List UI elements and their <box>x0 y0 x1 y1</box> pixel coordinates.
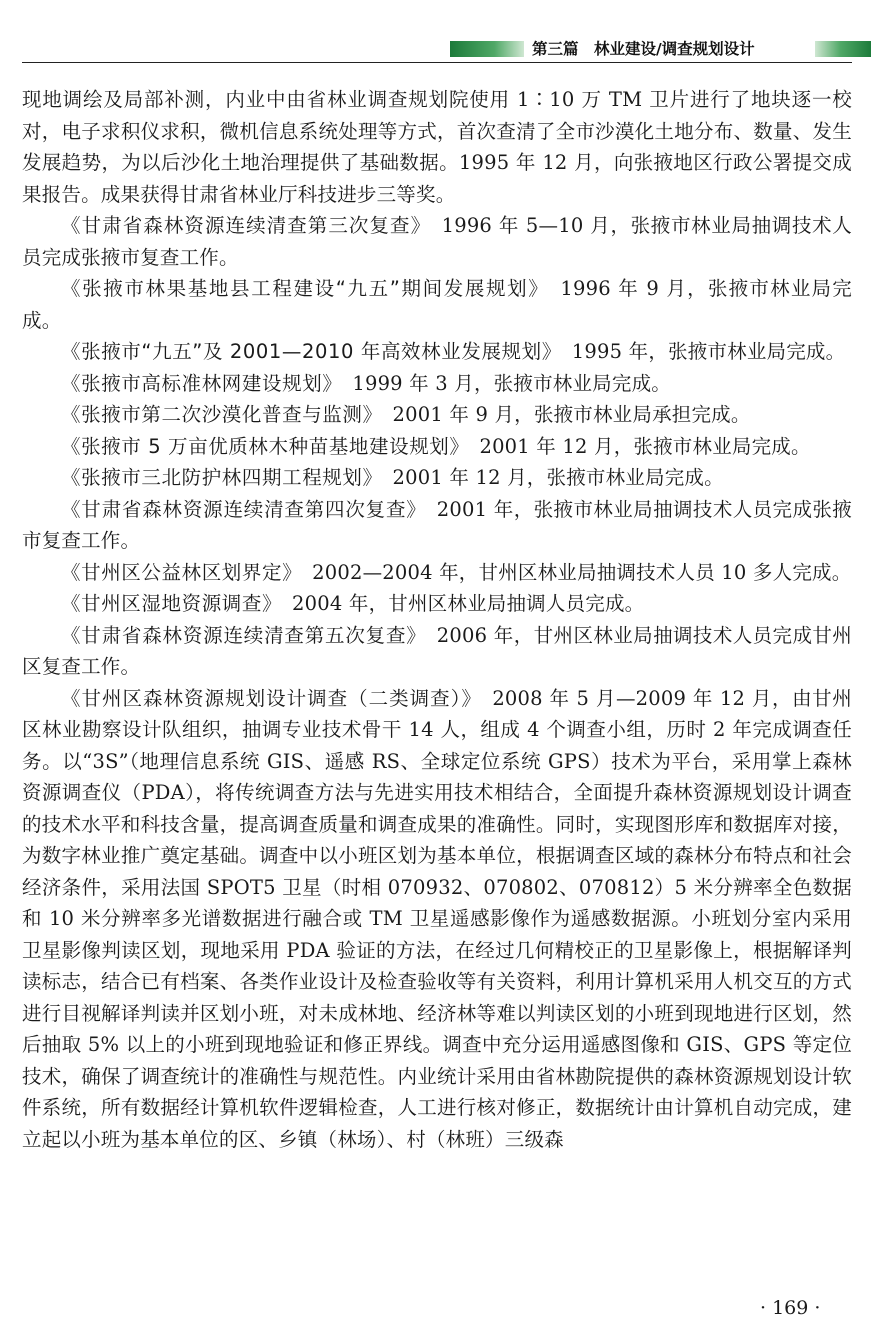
paragraph <box>22 273 852 336</box>
paragraph-text: 2001 年 12 月，张掖市林业局完成。 <box>459 434 811 458</box>
book-title: 《张掖市 5 万亩优质林木种苗基地建设规划》 <box>61 434 460 458</box>
book-title: 《张掖市三北防护林四期工程规划》 <box>61 466 373 489</box>
paragraph <box>22 399 852 431</box>
paragraph <box>22 210 852 273</box>
book-title: 《甘州区公益林区划界定》 <box>61 560 293 584</box>
header-decor-bar-left <box>450 41 524 57</box>
page-number: · 169 · <box>760 1297 821 1319</box>
running-header <box>22 40 852 63</box>
paragraph-text: 2008 年 5 月—2009 年 12 月，由甘州区林业勘察设计队组织，抽调专业技术骨干 14 人，组成 4 个调查小组，历时 2 年完成调查任务。以“3S”（地理信息系统 GIS、遥感 RS、全球定位系统 GPS）技术为平台，采用掌上森林资源调查仪（PDA），将传统调查方法与先进实用技术相结合，全面提升森林资源规划设计调查的技术水平和科技含量，提高调查质量和调查成果的准确性。同时，实现图形库和数据库对接，为数字林业推广奠定基础。调查中以小班区划为基本单位，根据调查区域的森林分布特点和社会经济条件，采用法国 SPOT5 卫星（时相 070932、070802、070812）5 米分辨率全色数据和 10 米分辨率多光谱数据进行融合或 TM 卫星遥感影像作为遥感数据源。小班划分室内采用卫星影像判读区划，现地采用 PDA 验证的方法，在经过几何精校正的卫星影像上，根据解译判读标志，结合已有档案、各类作业设计及检查验收等有关资料，利用计算机采用人机交互的方式进行目视解译判读并区划小班，对未成林地、经济林等难以判读区划的小班到现地进行区划，然后抽取 5% 以上的小班到现地验证和修正界线。调查中充分运用遥感图像和 GIS、GPS 等定位技术，确保了调查统计的准确性与规范性。内业统计采用由省林勘院提供的森林资源规划设计软件系统，所有数据经计算机软件逻辑检查，人工进行核对修正，数据统计由计算机自动完成，建立起以小班为基本单位的区、乡镇（林场）、村（林班）三级森 <box>22 686 852 1151</box>
book-title: 《甘州区森林资源规划设计调查（二类调查）》 <box>61 686 473 710</box>
paragraph <box>22 462 852 494</box>
paragraph-text: 2001 年 12 月，张掖市林业局完成。 <box>372 466 724 489</box>
paragraph-text: 2001 年 9 月，张掖市林业局承担完成。 <box>372 403 751 426</box>
body-text <box>22 84 852 1155</box>
paragraph-text: 1995 年，张掖市林业局完成。 <box>552 340 846 363</box>
book-title: 《甘肃省森林资源连续清查第四次复查》 <box>61 497 417 521</box>
paragraph <box>22 557 852 589</box>
paragraph-text: 2002—2004 年，甘州区林业局抽调技术人员 10 多人完成。 <box>292 560 852 584</box>
paragraph <box>22 494 852 557</box>
paragraph-text: 现地调绘及局部补测，内业中由省林业调查规划院使用 1∶10 万 TM 卫片进行了地块逐一校对，电子求积仪求积，微机信息系统处理等方式，首次查清了全市沙漠化土地分布、数量、发生发展趋势，为以后沙化土地治理提供了基础数据。1995 年 12 月，向张掖地区行政公署提交成果报告。成果获得甘肃省林业厅科技进步三等奖。 <box>22 88 852 206</box>
header-title: 第三篇 林业建设/调查规划设计 <box>532 40 755 58</box>
book-title: 《甘州区湿地资源调查》 <box>61 592 273 615</box>
paragraph <box>22 588 852 620</box>
paragraph-text: 2004 年，甘州区林业局抽调人员完成。 <box>272 592 645 615</box>
book-title: 《张掖市林果基地县工程建设“九五”期间发展规划》 <box>61 277 540 300</box>
book-title: 《张掖市“九五”及 2001—2010 年高效林业发展规划》 <box>61 340 553 363</box>
paragraph <box>22 336 852 368</box>
book-title: 《张掖市第二次沙漠化普查与监测》 <box>61 403 373 426</box>
book-title: 《甘肃省森林资源连续清查第五次复查》 <box>61 623 417 647</box>
paragraph-text: 2001 年，张掖市林业局抽调技术人员完成张掖市复查工作。 <box>22 497 852 552</box>
header-decor-bar-right <box>815 41 871 57</box>
paragraph <box>22 84 852 210</box>
book-title: 《张掖市高标准林网建设规划》 <box>61 371 333 395</box>
book-title: 《甘肃省森林资源连续清查第三次复查》 <box>61 214 422 237</box>
paragraph-text: 1999 年 3 月，张掖市林业局完成。 <box>332 371 671 395</box>
paragraph <box>22 368 852 400</box>
paragraph <box>22 431 852 463</box>
paragraph-text: 2006 年，甘州区林业局抽调技术人员完成甘州区复查工作。 <box>22 623 852 678</box>
paragraph <box>22 620 852 683</box>
paragraph-text: 1996 年 9 月，张掖市林业局完成。 <box>22 277 852 332</box>
paragraph <box>22 683 852 1156</box>
paragraph-text: 1996 年 5—10 月，张掖市林业局抽调技术人员完成张掖市复查工作。 <box>22 214 852 269</box>
